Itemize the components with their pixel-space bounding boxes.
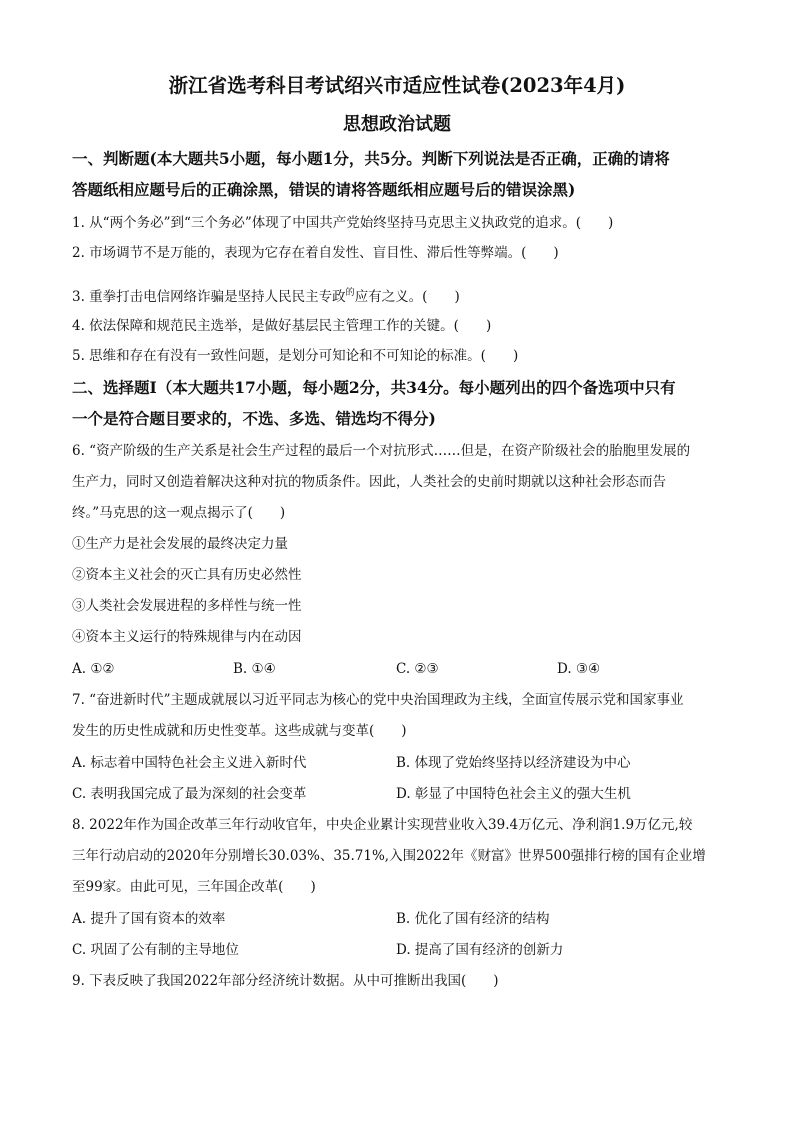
question-8-option-c: C. 巩固了公有制的主导地位 (72, 942, 239, 958)
question-6-statement-3: ③人类社会发展进程的多样性与统一性 (72, 598, 302, 614)
question-7-option-a: A. 标志着中国特色社会主义进入新时代 (72, 755, 307, 771)
section2-heading-line1: 二、选择题Ⅰ（本大题共17小题，每小题2分，共34分。每小题列出的四个备选项中只有 (72, 378, 676, 397)
question-8-option-a: A. 提升了国有资本的效率 (72, 911, 226, 927)
question-8-line3: 至99家。由此可见，三年国企改革( ) (72, 879, 316, 895)
question-8-option-b: B. 优化了国有经济的结构 (396, 911, 550, 927)
question-4: 4. 依法保障和规范民主选举，是做好基层民主管理工作的关键。( ) (72, 318, 492, 334)
question-3-text-b: 应有之义。( ) (354, 289, 460, 305)
question-7-option-b: B. 体现了党始终坚持以经济建设为中心 (396, 755, 631, 771)
question-6-statement-2: ②资本主义社会的灭亡具有历史必然性 (72, 567, 302, 583)
question-6-line2: 生产力，同时又创造着解决这种对抗的物质条件。因此，人类社会的史前时期就以这种社会形态而告 (72, 474, 666, 490)
question-2: 2. 市场调节不是万能的，表现为它存在着自发性、盲目性、滞后性等弊端。( ) (72, 245, 559, 261)
question-5: 5. 思维和存在有没有一致性问题，是划分可知论和不可知论的标准。( ) (72, 348, 519, 364)
question-6-line3: 终。”马克思的这一观点揭示了( ) (72, 505, 286, 521)
question-7-option-d: D. 彰显了中国特色社会主义的强大生机 (396, 786, 631, 802)
question-1: 1. 从“两个务必”到“三个务必”体现了中国共产党始终坚持马克思主义执政党的追求。( ) (72, 215, 614, 231)
exam-title: 浙江省选考科目考试绍兴市适应性试卷(2023年4月) (168, 74, 626, 97)
section2-heading-line2: 一个是符合题目要求的，不选、多选、错选均不得分) (72, 409, 436, 428)
question-3-text-a: 3. 重拳打击电信网络诈骗是坚持人民民主专政 (72, 289, 346, 305)
question-3 (72, 283, 460, 307)
question-7-line1: 7. “奋进新时代”主题成就展以习近平同志为核心的党中央治国理政为主线，全面宣传展示党和国家事业 (72, 692, 684, 708)
question-6-statement-4: ④资本主义运行的特殊规律与内在动因 (72, 629, 302, 645)
question-8-line1: 8. 2022年作为国企改革三年行动收官年，中央企业累计实现营业收入39.4万亿元、净利润1.9万亿元,较 (72, 817, 693, 833)
question-9-line1: 9. 下表反映了我国2022年部分经济统计数据。从中可推断出我国( ) (72, 973, 499, 989)
section1-heading-line1: 一、判断题(本大题共5小题，每小题1分，共5分。判断下列说法是否正确，正确的请将 (72, 149, 670, 168)
question-8-line2: 三年行动启动的2020年分别增长30.03%、35.71%,入围2022年《财富》世界500强排行榜的国有企业增 (72, 848, 706, 864)
question-6-option-a: A. ①② (72, 661, 115, 677)
question-7-line2: 发生的历史性成就和历史性变革。这些成就与变革( ) (72, 723, 407, 739)
question-6-statement-1: ①生产力是社会发展的最终决定力量 (72, 536, 288, 552)
question-7-option-c: C. 表明我国完成了最为深刻的社会变革 (72, 786, 307, 802)
question-6-line1: 6. “资产阶级的生产关系是社会生产过程的最后一个对抗形式……但是，在资产阶级社会的胎胞里发展的 (72, 443, 691, 459)
question-6-option-b: B. ①④ (233, 661, 276, 677)
question-3-superscript: 的 (345, 288, 355, 298)
question-6-option-d: D. ③④ (557, 661, 601, 677)
question-8-option-d: D. 提高了国有经济的创新力 (396, 942, 564, 958)
exam-subtitle: 思想政治试题 (343, 114, 451, 135)
question-6-option-c: C. ②③ (396, 661, 439, 677)
section1-heading-line2: 答题纸相应题号后的正确涂黑，错误的请将答题纸相应题号后的错误涂黑) (72, 180, 576, 199)
